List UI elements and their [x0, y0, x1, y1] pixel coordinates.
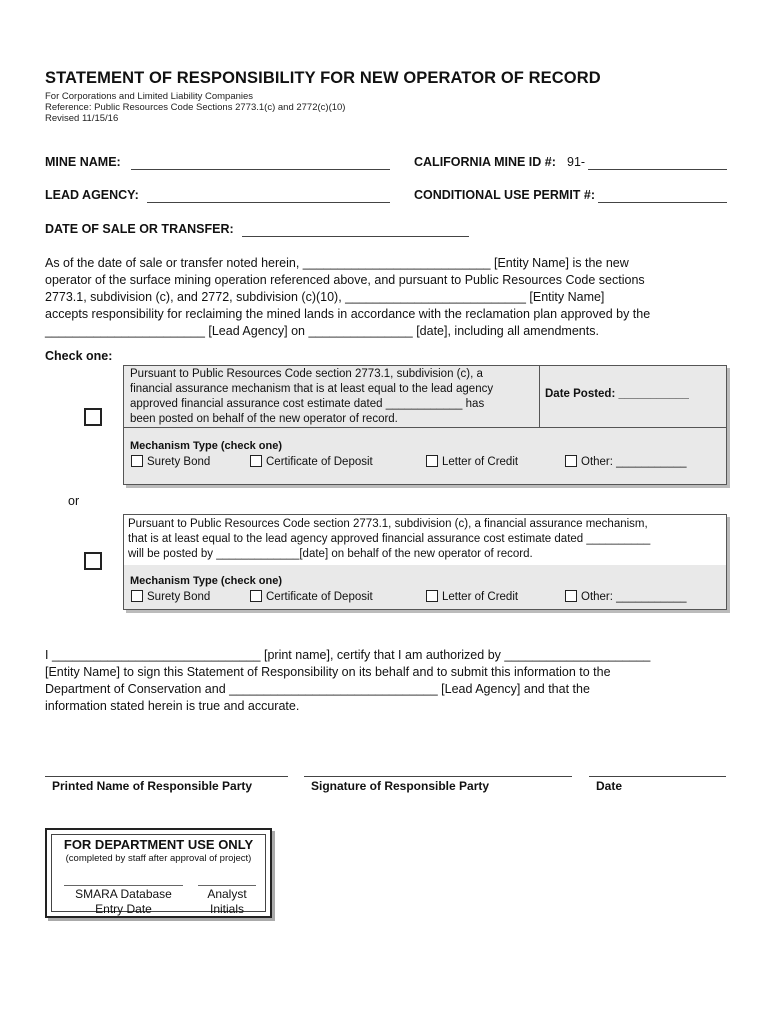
option1-certificate-of-deposit[interactable] [250, 455, 373, 468]
or-label: or [68, 494, 80, 508]
cup-label: CONDITIONAL USE PERMIT #: [414, 188, 596, 202]
department-use-box [45, 828, 272, 918]
smara-entry-line [64, 885, 183, 886]
mine-name-field[interactable] [131, 156, 390, 170]
analyst-initials-label [198, 887, 256, 917]
ca-mine-id-label: CALIFORNIA MINE ID #: [414, 155, 556, 169]
certification-line: I ______________________________ [print name], certify that I am authorized by _____________________ [45, 648, 651, 662]
form-subtitle: For Corporations and Limited Liability Companies [45, 91, 254, 102]
form-reference: Reference: Public Resources Code Sections 2773.1(c) and 2772(c)(10) [45, 102, 346, 113]
certification-line: Department of Conservation and ______________________________ [Lead Agency] and that the [45, 682, 590, 696]
option2-line: that is at least equal to the lead agency approved financial assurance cost estimate dated __________ [128, 533, 651, 545]
ca-mine-id-field[interactable] [588, 156, 727, 170]
checkbox-icon[interactable] [131, 590, 143, 602]
option2-mechanism-area [124, 565, 726, 609]
date-of-sale-label: DATE OF SALE OR TRANSFER: [45, 222, 234, 236]
option-label: Certificate of Deposit [266, 456, 373, 468]
checkbox-icon[interactable] [426, 590, 438, 602]
option1-mechanism-title: Mechanism Type (check one) [130, 440, 283, 452]
signature-label: Signature of Responsible Party [311, 779, 490, 793]
option-label: Letter of Credit [442, 456, 519, 468]
option1-surety-bond[interactable] [131, 455, 210, 468]
option2-surety-bond[interactable] [131, 590, 210, 603]
statement-line: operator of the surface mining operation referenced above, and pursuant to Public Resources Code sections [45, 273, 645, 287]
date-posted-label: Date Posted: ___________ [545, 388, 689, 400]
smara-label-line: SMARA Database [75, 887, 172, 901]
certification-line: information stated herein is true and accurate. [45, 699, 300, 713]
statement-line: _______________________ [Lead Agency] on _______________ [date], including all amendments. [45, 324, 599, 338]
date-of-sale-field[interactable] [242, 223, 469, 237]
signature-line[interactable] [304, 776, 572, 777]
form-title: STATEMENT OF RESPONSIBILITY FOR NEW OPERATOR OF RECORD [45, 69, 601, 87]
checkbox-icon[interactable] [131, 455, 143, 467]
form-revision: Revised 11/15/16 [45, 113, 119, 124]
mine-name-label: MINE NAME: [45, 155, 121, 169]
option-label: Certificate of Deposit [266, 591, 373, 603]
department-use-title: FOR DEPARTMENT USE ONLY [63, 837, 254, 852]
statement-line: accepts responsibility for reclaiming the mined lands in accordance with the reclamation plan approved by the [45, 307, 651, 321]
option-label: Surety Bond [147, 456, 211, 468]
option2-other[interactable] [565, 590, 687, 603]
option1-other[interactable] [565, 455, 687, 468]
date-label: Date [596, 779, 623, 793]
checkbox-icon[interactable] [565, 455, 577, 467]
department-use-subtitle: (completed by staff after approval of project) [65, 853, 252, 864]
printed-name-line[interactable] [45, 776, 288, 777]
option1-letter-of-credit[interactable] [426, 455, 518, 468]
department-use-inner [51, 834, 266, 916]
option2-certificate-of-deposit[interactable] [250, 590, 373, 603]
printed-name-label: Printed Name of Responsible Party [52, 779, 253, 793]
option2-line: will be posted by _____________[date] on behalf of the new operator of record. [128, 548, 533, 560]
option1-line: been posted on behalf of the new operator of record. [130, 413, 398, 425]
option1-section [123, 365, 727, 485]
certification-line: [Entity Name] to sign this Statement of Responsibility on its behalf and to submit this information to the [45, 665, 611, 679]
option2-section [123, 514, 727, 610]
checkbox-icon[interactable] [565, 590, 577, 602]
statement-line: As of the date of sale or transfer noted herein, ___________________________ [Entity Name] is the new [45, 256, 629, 270]
option2-checkbox[interactable] [84, 552, 102, 570]
option2-mechanism-title: Mechanism Type (check one) [130, 575, 283, 587]
analyst-label-line: Initials [209, 902, 244, 916]
option-label: Letter of Credit [442, 591, 519, 603]
option-label: Surety Bond [147, 591, 211, 603]
option1-text-box [124, 366, 540, 428]
option1-line: Pursuant to Public Resources Code section 2773.1, subdivision (c), a [130, 368, 483, 380]
certification-paragraph [45, 647, 650, 715]
option-label: Other: ___________ [581, 591, 687, 603]
checkbox-icon[interactable] [426, 455, 438, 467]
smara-label-line: Entry Date [95, 902, 152, 916]
date-posted-box[interactable] [540, 366, 726, 428]
statement-line: 2773.1, subdivision (c), and 2772, subdivision (c)(10), __________________________ [Entity Name] [45, 290, 605, 304]
option2-text-box [124, 515, 726, 565]
option1-checkbox[interactable] [84, 408, 102, 426]
checkbox-icon[interactable] [250, 590, 262, 602]
option1-mechanism-area [124, 428, 726, 484]
cup-field[interactable] [598, 189, 727, 203]
option1-line: approved financial assurance cost estimate dated ____________ has [130, 398, 485, 410]
date-line[interactable] [589, 776, 726, 777]
smara-entry-label [64, 887, 183, 917]
checkbox-icon[interactable] [250, 455, 262, 467]
ca-mine-id-prefix: 91- [567, 155, 586, 169]
lead-agency-field[interactable] [147, 189, 390, 203]
analyst-initials-line [198, 885, 256, 886]
option2-line: Pursuant to Public Resources Code section 2773.1, subdivision (c), a financial assurance mechanism, [128, 518, 648, 530]
check-one-label: Check one: [45, 349, 113, 363]
statement-paragraph [45, 255, 650, 340]
option-label: Other: ___________ [581, 456, 687, 468]
analyst-label-line: Analyst [207, 887, 247, 901]
option1-line: financial assurance mechanism that is at least equal to the lead agency [130, 383, 494, 395]
lead-agency-label: LEAD AGENCY: [45, 188, 139, 202]
option2-letter-of-credit[interactable] [426, 590, 518, 603]
